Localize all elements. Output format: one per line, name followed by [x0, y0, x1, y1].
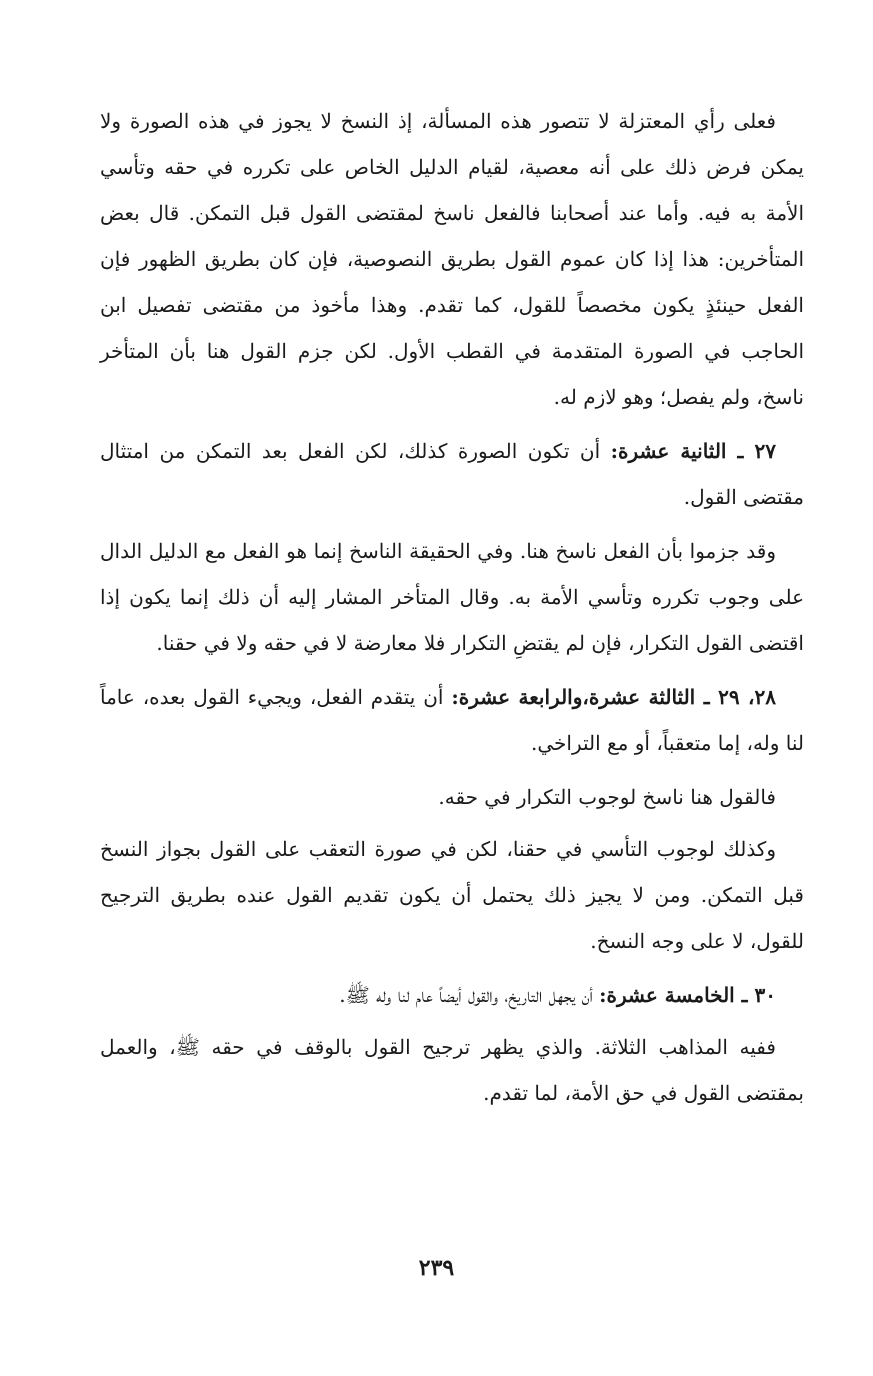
paragraph-2-text: أن تكون الصورة كذلك، لكن الفعل بعد التمكن من امتثال مقتضى القول. [100, 439, 804, 509]
paragraph-3 [100, 528, 804, 666]
case-27-heading: ٢٧ ـ الثانية عشرة: [610, 439, 776, 463]
paragraph-1-text: فعلى رأي المعتزلة لا تتصور هذه المسألة، إذ النسخ لا يجوز في هذه الصورة ولا يمكن فرض ذلك على أنه معصية، لقيام الدليل الخاص على تكرره في حقه وتأسي الأمة به فيه. وأما عند أصحابنا فالفعل ناسخ لمقتضى القول قبل التمكن. قال بعض المتأخرين: هذا إذا كان عموم القول بطريق النصوصية، فإن كان بطريق الظهور فإن الفعل حينئذٍ يكون مخصصاً للقول، كما تقدم. وهذا مأخوذ من مقتضى تفصيل ابن الحاجب في الصورة المتقدمة في القطب الأول. لكن جزم القول هنا بأن المتأخر ناسخ، ولم يفصل؛ وهو لازم له. [100, 109, 804, 409]
paragraph-6 [100, 826, 804, 964]
paragraph-8 [100, 1024, 804, 1116]
paragraph-4-text: أن يتقدم الفعل، ويجيء القول بعده، عاماً لنا وله، إما متعقباً، أو مع التراخي. [100, 685, 804, 755]
paragraph-1 [100, 98, 804, 420]
paragraph-7 [100, 972, 804, 1018]
paragraph-5 [100, 774, 804, 820]
page-number: ٢٣٩ [418, 1255, 455, 1281]
paragraph-6-text: وكذلك لوجوب التأسي في حقنا، لكن في صورة التعقب على القول بجواز النسخ قبل التمكن. ومن لا يجيز ذلك يحتمل أن يكون تقديم القول عنده بطريق الترجيح للقول، لا على وجه النسخ. [100, 837, 804, 953]
paragraph-2 [100, 428, 804, 520]
case-28-29-heading: ٢٨، ٢٩ ـ الثالثة عشرة،والرابعة عشرة: [451, 685, 776, 709]
body-text [100, 98, 804, 1124]
case-30-heading: ٣٠ ـ الخامسة عشرة: [599, 983, 776, 1007]
paragraph-8-text: ففيه المذاهب الثلاثة. والذي يظهر ترجيح القول بالوقف في حقه ﷺ، والعمل بمقتضى القول في حق الأمة، لما تقدم. [100, 1035, 804, 1105]
paragraph-4 [100, 674, 804, 766]
paragraph-3-text: وقد جزموا بأن الفعل ناسخ هنا. وفي الحقيقة الناسخ إنما هو الفعل مع الدليل الدال على وجوب تكرره وتأسي الأمة به. وقال المتأخر المشار إليه أن ذلك إنما يكون إذا اقتضى القول التكرار، فإن لم يقتضِ التكرار فلا معارضة لا في حقه ولا في حقنا. [100, 539, 804, 655]
paragraph-5-text: فالقول هنا ناسخ لوجوب التكرار في حقه. [438, 785, 776, 809]
paragraph-7-text: أن يجهل التاريخ، والقول أيضاً عام لنا وله ﷺ. [339, 983, 600, 1007]
